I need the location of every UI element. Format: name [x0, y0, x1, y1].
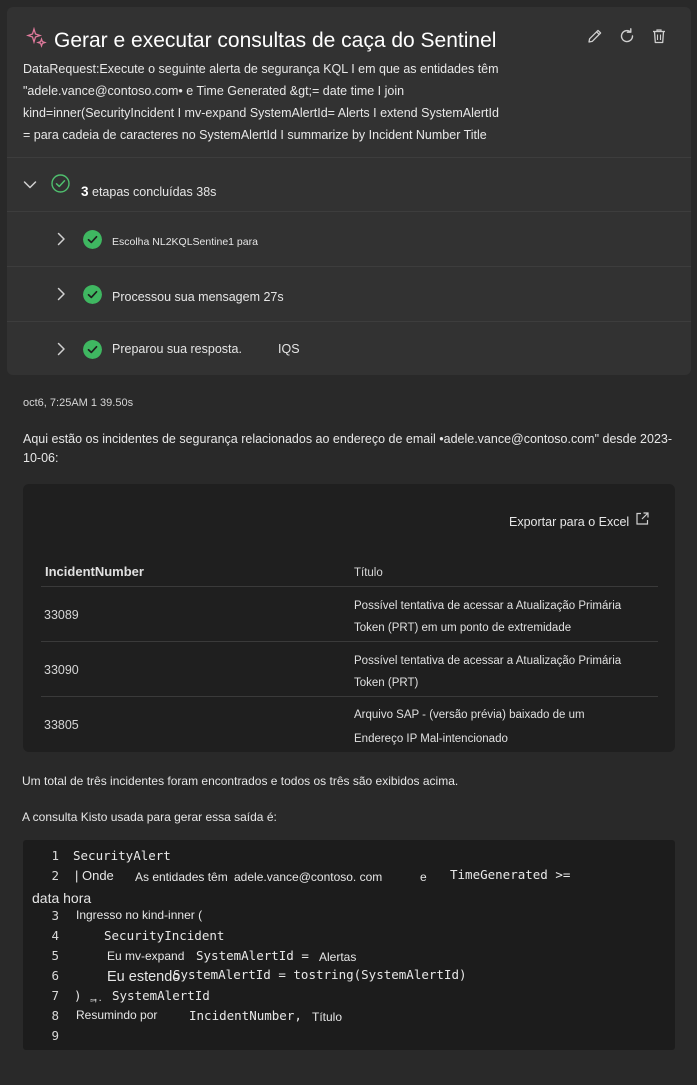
- code-token: SystemAlertId = tostring(SystemAlertId): [173, 967, 467, 982]
- line-number: 1: [51, 848, 59, 863]
- code-token: TimeGenerated >=: [450, 867, 571, 882]
- check-filled-icon: [83, 230, 102, 249]
- incident-number: 33090: [44, 663, 79, 677]
- code-token: Título: [312, 1010, 343, 1024]
- column-header-title: Título: [354, 567, 383, 579]
- code-token: Eu estendo: [107, 969, 181, 985]
- chevron-right-icon[interactable]: [54, 232, 68, 246]
- code-token: SystemAlertId =: [196, 948, 309, 963]
- steps-summary: [81, 184, 216, 199]
- kusto-query-label: A consulta Kisto usada para gerar essa saída é:: [22, 810, 277, 824]
- chevron-down-icon[interactable]: [23, 178, 37, 192]
- code-token: adele.vance@contoso. com: [234, 870, 383, 884]
- line-number: 6: [51, 968, 59, 983]
- chevron-right-icon[interactable]: [54, 287, 68, 301]
- request-line: DataRequest:Execute o seguinte alerta de segurança KQL I em que as entidades têm: [23, 62, 499, 76]
- code-token: SystemAlertId: [112, 988, 210, 1003]
- line-number: 7: [51, 988, 59, 1003]
- check-filled-icon: [83, 285, 102, 304]
- code-token: IncidentNumber,: [189, 1008, 302, 1023]
- plugin-card: [7, 7, 691, 375]
- divider: [41, 696, 658, 697]
- code-token: Resumindo por: [76, 1008, 158, 1022]
- steps-count: 3: [81, 184, 89, 199]
- incident-number: 33089: [44, 608, 79, 622]
- line-number: 4: [51, 928, 59, 943]
- step-label: Escolha NL2KQLSentine1 para: [112, 236, 258, 248]
- incident-title: Possível tentativa de acessar a Atualização Primária Token (PRT) em um ponto de extremidade: [354, 600, 622, 634]
- step-duration: IQS: [278, 342, 300, 356]
- response-timestamp: oct6, 7:25AM 1 39.50s: [23, 397, 134, 409]
- request-line: = para cadeia de caracteres no SystemAlertId I summarize by Incident Number Title: [23, 128, 487, 142]
- column-header-incident-number: IncidentNumber: [45, 564, 144, 579]
- step-row[interactable]: [7, 322, 691, 375]
- code-token: As entidades têm: [135, 870, 228, 884]
- line-number: 8: [51, 1008, 59, 1023]
- code-token: | Onde: [75, 868, 114, 883]
- incident-number: 33805: [44, 718, 79, 732]
- request-line: kind=inner(SecurityIncident I mv-expand SystemAlertId= Alerts I extend SystemAlertId: [23, 106, 499, 120]
- line-number: 2: [51, 868, 59, 883]
- summary-text: Um total de três incidentes foram encontrados e todos os três são exibidos acima.: [22, 774, 459, 788]
- export-excel-button[interactable]: Exportar para o Excel: [509, 515, 630, 529]
- code-token: Alertas: [319, 950, 357, 964]
- step-row[interactable]: [7, 267, 691, 322]
- open-external-icon[interactable]: [634, 511, 650, 527]
- code-token: ): [74, 988, 82, 1003]
- code-token: Eu mv-expand: [107, 949, 185, 963]
- data-request-text: [23, 58, 673, 146]
- refresh-icon[interactable]: [618, 27, 636, 45]
- chevron-right-icon[interactable]: [54, 342, 68, 356]
- steps-summary-row[interactable]: [7, 158, 691, 212]
- check-filled-icon: [83, 340, 102, 359]
- code-line: SecurityIncident: [104, 928, 225, 943]
- line-number: 3: [51, 908, 59, 923]
- line-number: 9: [51, 1028, 59, 1043]
- step-row[interactable]: [7, 212, 691, 267]
- step-label: Processou sua mensagem 27s: [112, 290, 284, 304]
- results-table: [23, 484, 675, 752]
- step-label: Preparou sua resposta.: [112, 342, 242, 356]
- card-header: [7, 7, 691, 158]
- incident-title: Possível tentativa de acessar a Atualização Primária Token (PRT): [354, 655, 622, 689]
- divider: [41, 586, 658, 587]
- incident-title: Arquivo SAP - (versão prévia) baixado de um Endereço IP Mal-intencionado: [354, 709, 585, 745]
- kql-code-block: [23, 840, 675, 1050]
- answer-text: Aqui estão os incidentes de segurança relacionados ao endereço de email •adele.vance@contoso.com" desde 2023-10-06:: [23, 432, 673, 465]
- sparkle-icon: [26, 27, 48, 49]
- code-token: data hora: [32, 890, 92, 906]
- code-token: e: [420, 870, 427, 884]
- page-title: Gerar e executar consultas de caça do Sentinel: [54, 29, 497, 52]
- check-circle-icon: [51, 174, 70, 193]
- request-line: "adele.vance@contoso.com• e Time Generated &gt;= date time I join: [23, 84, 405, 98]
- code-line: SecurityAlert: [73, 848, 171, 863]
- line-number: 5: [51, 948, 59, 963]
- code-token: ᆿ.: [88, 992, 102, 1004]
- delete-icon[interactable]: [650, 27, 668, 45]
- edit-icon[interactable]: [586, 27, 604, 45]
- divider: [41, 641, 658, 642]
- code-line: Ingresso no kind-inner (: [76, 908, 203, 922]
- steps-summary-text: etapas concluídas 38s: [92, 185, 217, 199]
